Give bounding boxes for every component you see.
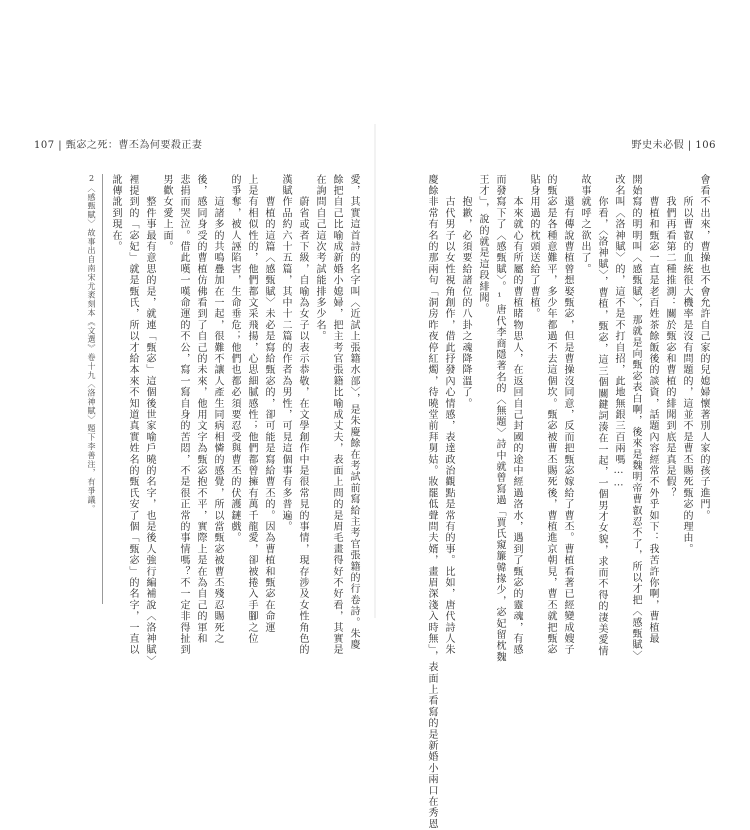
text-column: 蔚省或者下級，自喻為女子以表示恭敬，在文學創作中是很常見的事情，現存涉及女性角色的 xyxy=(297,174,308,656)
text-column: 訛傳訛到現在。 xyxy=(110,174,121,253)
text-column: 改名叫〈洛神賦〉的，這不是不打自招，此地無銀三百兩嗎…… xyxy=(613,174,624,490)
text-column: 會看不出來，曹操也不會允許自己家的兒媳婦懷著別人家的孩子進門。 xyxy=(698,174,709,522)
text-column: 這諸多的共鳴疊加在一起，很難不讓人產生同病相憐的感覺，所以當甄宓被曹丕殘忍賜死之 xyxy=(212,174,223,645)
right-page xyxy=(376,124,722,830)
text-column: 的爭奪，被人誣陷害，生命垂危；他們也都必須要忍受與曹丕的伏護鏈戲。 xyxy=(229,174,240,544)
right-page-header xyxy=(632,136,716,151)
left-page-text xyxy=(36,174,359,667)
text-column: 我們再看第二種推測：關於甄宓和曹植的緋聞到底是真是假？ xyxy=(664,174,675,499)
left-page xyxy=(28,124,374,667)
text-column: 古代男子以女性視角創作，借此抒發內心情感，表達政治觀點是常有的事。比如，唐代詩人朱 xyxy=(443,174,454,656)
text-column: 抱歉，必須要給諸位的八卦之魂降降溫了。 xyxy=(460,174,471,410)
text-column: 本來就心有所屬的曹植睹物思人，在返回自己封國的途中經過洛水，遇到了甄宓的靈魂，有感 xyxy=(511,174,522,656)
right-page-text xyxy=(386,174,709,830)
header-separator: | xyxy=(58,140,66,151)
text-column: 貼身用過的枕頭送給了曹植。 xyxy=(528,174,539,320)
text-column: 還有傳說曹植曾想娶甄宓，但是曹操沒同意，反而把甄宓嫁給了曹丕。曹植看著已經變成嫂子 xyxy=(562,174,573,656)
text-column: 開始寫的明明叫〈感甄賦〉，那就是向甄宓表白啊，後來是魏明帝曹叡忍不了，所以才把〈感甄賦〉 xyxy=(630,174,641,662)
right-header-title: 野史未必假 xyxy=(631,140,685,151)
text-column: 的甄宓是各種意難平，多少年都過不去這個坎。甄宓被曹丕賜死後，曹植進京朝見，曹丕就把甄宓 xyxy=(545,174,556,656)
header-separator: | xyxy=(687,140,696,151)
text-column: 曹植和甄宓一直是老百姓茶餘飯後的談資，話題內容經常不外乎如下：我苦許你啊，曹植最 xyxy=(647,174,658,645)
footnote-divider xyxy=(102,174,103,604)
text-column: 裡提到的「宓妃」就是甄氏，所以才給本來不知道真實姓名的甄氏安了個「甄宓」的名字，一直以 xyxy=(127,174,138,656)
text-column: 上是有相似性的，他們都文采飛揚，心思細膩感性；他們都曾擁有萬千龍愛，卻被捲入手腳之位 xyxy=(246,174,257,645)
left-page-header xyxy=(34,136,202,151)
text-column: 故事就呼之欲出了。 xyxy=(579,174,590,275)
book-spread xyxy=(28,124,722,830)
text-column: 悲捐而哭泣。借此嘆一嘆命運的不公，寫一寫自身的苦悶，不是很正常的事情嗎？不一定非得扯到 xyxy=(178,174,189,656)
text-column: 曹植的這篇〈感甄賦〉未必是寫給甄宓的，卻可能是寫給曹丕的。因為曹植和甄宓在命運 xyxy=(263,174,274,634)
text-column: 愛，其實這首詩的名字叫〈近試上張籍水部〉，是朱慶餘在考試前寫給主考官張籍的行卷詩。朱慶 xyxy=(348,174,359,651)
text-column: 後，感同身受的曹植仿佛看到了自己的未來，他用文字為甄宓抱不平，實際上是在為自己的軍和 xyxy=(195,174,206,645)
left-page-number: 107 xyxy=(34,140,55,151)
text-column: 整件事最有意思的是，就連「甄宓」這個後世家喻戶曉的名字，也是後人強行編補說〈洛神賦〉 xyxy=(144,174,155,667)
text-column: 王才」，說的就是這段緋聞。 xyxy=(477,174,488,315)
text-column: 餘把自己比喻成新婚小媳婦，把主考官張籍比喻成丈夫，表面上問的是眉毛畫得好不好看，其實是 xyxy=(331,174,342,656)
footnote: 2〈感甄賦〉故事出自南宋尤袤刻本《文選》卷十九〈洛神賦〉題下李善注，有爭議。 xyxy=(87,174,96,514)
text-column: 漢賦作品約六十五篇，其中十二篇的作者為男性，可見這個事有多普遍。 xyxy=(280,174,291,533)
text-column: 在詢問自己這次考試能排多少名。 xyxy=(314,174,325,342)
right-page-number: 106 xyxy=(695,140,716,151)
left-header-title: 甄宓之死：曹丕為何要殺正妻 xyxy=(65,140,203,151)
text-column: 所以曹叡的血統很大機率是沒有問題的，這並不是曹丕賜死甄宓的理由。 xyxy=(681,174,692,555)
text-column: 你看，〈洛神賦〉，曹植，甄宓，這三個關鍵詞湊在一起，一個男才女貌，求而不得的淒美愛情 xyxy=(596,174,607,657)
text-column: 慶餘非常有名的那兩句「洞房昨夜停紅燭，待曉堂前拜舅姑。妝罷低聲問夫婿，畫眉深淺入時無」，表面上看寫的是新婚小兩口在秀恩 xyxy=(426,174,437,830)
text-column: 而發寫下了〈感甄賦〉。¹唐代李商隱著名的〈無題〉詩中就曾寫過「賈氏窺簾韓掾少，宓妃留枕魏 xyxy=(494,174,505,663)
text-column: 男歡女愛上面。 xyxy=(161,174,172,253)
